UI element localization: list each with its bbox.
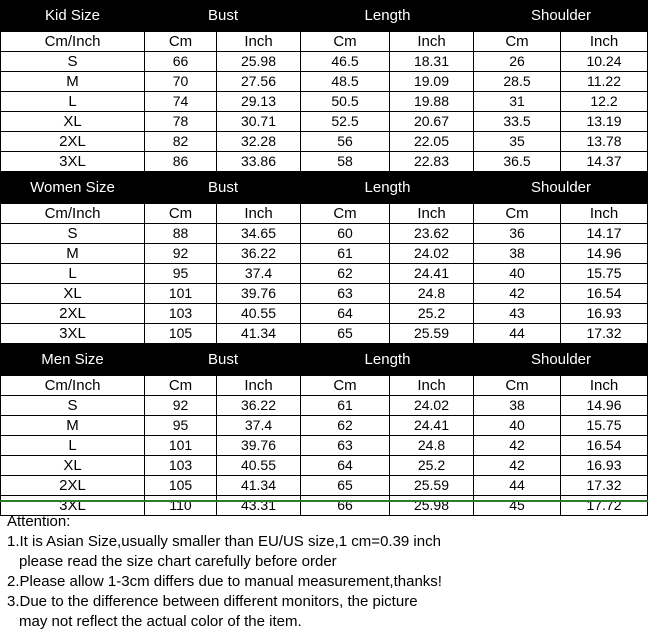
table-cell: 105 (145, 476, 217, 496)
measure-group-heading: Length (364, 351, 411, 368)
table-cell: 39.76 (217, 436, 301, 456)
table-cell: 17.32 (561, 324, 648, 344)
table-cell: 40 (474, 264, 561, 284)
table-cell: 48.5 (301, 72, 390, 92)
table-cell: 40.55 (217, 456, 301, 476)
table-cell: 18.31 (390, 52, 474, 72)
table-cell: 38 (474, 396, 561, 416)
table-row (0, 396, 648, 416)
measure-group-heading: Shoulder (530, 351, 592, 368)
table-cell: 16.54 (561, 436, 648, 456)
unit-heading: Cm (301, 32, 390, 52)
units-label: Cm/Inch (0, 32, 145, 52)
unit-heading: Cm (145, 32, 217, 52)
table-cell: 36.5 (474, 152, 561, 172)
table-cell: 16.54 (561, 284, 648, 304)
table-cell: 11.22 (561, 72, 648, 92)
unit-heading: Inch (217, 32, 301, 52)
size-label: 3XL (0, 152, 145, 172)
measure-group-heading: Shoulder (530, 179, 592, 196)
table-cell: 12.2 (561, 92, 648, 112)
table-row (0, 456, 648, 476)
table-cell: 103 (145, 304, 217, 324)
table-cell: 40 (474, 416, 561, 436)
measure-group-heading: Length (364, 7, 411, 24)
note-line: may not reflect the actual color of the item. (19, 613, 302, 630)
table-cell: 101 (145, 284, 217, 304)
table-cell: 14.96 (561, 396, 648, 416)
table-cell: 25.2 (390, 304, 474, 324)
size-label: S (0, 52, 145, 72)
table-cell: 88 (145, 224, 217, 244)
size-label: S (0, 224, 145, 244)
table-cell: 43.31 (217, 496, 301, 516)
table-cell: 16.93 (561, 456, 648, 476)
unit-heading: Cm (474, 32, 561, 52)
unit-heading: Inch (217, 376, 301, 396)
table-cell: 17.32 (561, 476, 648, 496)
table-row (0, 132, 648, 152)
table-cell: 22.83 (390, 152, 474, 172)
table-cell: 28.5 (474, 72, 561, 92)
unit-heading: Inch (561, 204, 648, 224)
table-cell: 22.05 (390, 132, 474, 152)
section-header-row (0, 0, 648, 32)
table-row (0, 244, 648, 264)
note-line: 3.Due to the difference between different monitors, the picture (7, 593, 418, 610)
section-title: Kid Size (44, 7, 101, 24)
unit-heading: Inch (217, 204, 301, 224)
table-row (0, 324, 648, 344)
size-label: S (0, 396, 145, 416)
table-cell: 13.19 (561, 112, 648, 132)
table-cell: 92 (145, 244, 217, 264)
table-cell: 92 (145, 396, 217, 416)
table-cell: 74 (145, 92, 217, 112)
table-cell: 25.59 (390, 324, 474, 344)
table-cell: 15.75 (561, 416, 648, 436)
note-line: 1.It is Asian Size,usually smaller than EU/US size,1 cm=0.39 inch (7, 533, 441, 550)
attention-heading: Attention: (7, 513, 71, 530)
units-row (0, 204, 648, 224)
table-cell: 78 (145, 112, 217, 132)
table-row (0, 92, 648, 112)
table-cell: 65 (301, 324, 390, 344)
table-cell: 40.55 (217, 304, 301, 324)
table-cell: 35 (474, 132, 561, 152)
table-cell: 63 (301, 284, 390, 304)
table-cell: 36.22 (217, 396, 301, 416)
section-header-row (0, 172, 648, 204)
table-cell: 44 (474, 324, 561, 344)
table-cell: 33.5 (474, 112, 561, 132)
table-cell: 25.59 (390, 476, 474, 496)
table-cell: 14.17 (561, 224, 648, 244)
table-cell: 19.09 (390, 72, 474, 92)
table-cell: 13.78 (561, 132, 648, 152)
table-cell: 66 (301, 496, 390, 516)
size-label: XL (0, 112, 145, 132)
table-cell: 27.56 (217, 72, 301, 92)
size-label: 3XL (0, 324, 145, 344)
table-cell: 36.22 (217, 244, 301, 264)
table-cell: 26 (474, 52, 561, 72)
measure-group-heading: Bust (207, 7, 238, 24)
table-row (0, 476, 648, 496)
table-cell: 37.4 (217, 416, 301, 436)
table-cell: 101 (145, 436, 217, 456)
table-cell: 29.13 (217, 92, 301, 112)
table-cell: 17.72 (561, 496, 648, 516)
unit-heading: Inch (390, 32, 474, 52)
table-cell: 24.41 (390, 264, 474, 284)
table-cell: 52.5 (301, 112, 390, 132)
table-cell: 24.02 (390, 396, 474, 416)
table-cell: 41.34 (217, 476, 301, 496)
unit-heading: Cm (145, 204, 217, 224)
table-cell: 24.8 (390, 436, 474, 456)
table-cell: 36 (474, 224, 561, 244)
table-cell: 105 (145, 324, 217, 344)
table-cell: 46.5 (301, 52, 390, 72)
units-row (0, 32, 648, 52)
unit-heading: Inch (561, 376, 648, 396)
unit-heading: Inch (390, 376, 474, 396)
table-cell: 50.5 (301, 92, 390, 112)
table-cell: 110 (145, 496, 217, 516)
table-cell: 15.75 (561, 264, 648, 284)
table-row (0, 72, 648, 92)
table-cell: 37.4 (217, 264, 301, 284)
note-line: please read the size chart carefully before order (19, 553, 337, 570)
table-cell: 25.98 (390, 496, 474, 516)
size-label: 2XL (0, 476, 145, 496)
table-cell: 16.93 (561, 304, 648, 324)
size-section (0, 172, 648, 344)
table-cell: 56 (301, 132, 390, 152)
table-cell: 14.96 (561, 244, 648, 264)
measure-group-heading: Bust (207, 351, 238, 368)
measure-group-heading: Length (364, 179, 411, 196)
table-cell: 103 (145, 456, 217, 476)
table-cell: 14.37 (561, 152, 648, 172)
size-section (0, 0, 648, 172)
table-row (0, 152, 648, 172)
table-cell: 23.62 (390, 224, 474, 244)
table-row (0, 284, 648, 304)
table-row (0, 52, 648, 72)
table-cell: 44 (474, 476, 561, 496)
table-cell: 86 (145, 152, 217, 172)
size-label: M (0, 244, 145, 264)
units-label: Cm/Inch (0, 376, 145, 396)
table-cell: 20.67 (390, 112, 474, 132)
size-section (0, 344, 648, 516)
table-cell: 61 (301, 396, 390, 416)
size-label: L (0, 264, 145, 284)
table-cell: 62 (301, 416, 390, 436)
table-cell: 70 (145, 72, 217, 92)
unit-heading: Cm (145, 376, 217, 396)
table-cell: 25.98 (217, 52, 301, 72)
table-cell: 10.24 (561, 52, 648, 72)
note-line: 2.Please allow 1-3cm differs due to manual measurement,thanks! (7, 573, 442, 590)
table-cell: 33.86 (217, 152, 301, 172)
table-cell: 32.28 (217, 132, 301, 152)
size-label: XL (0, 284, 145, 304)
table-cell: 38 (474, 244, 561, 264)
units-label: Cm/Inch (0, 204, 145, 224)
table-cell: 64 (301, 304, 390, 324)
attention-notes (0, 500, 648, 642)
table-cell: 82 (145, 132, 217, 152)
table-cell: 24.02 (390, 244, 474, 264)
table-cell: 65 (301, 476, 390, 496)
table-row (0, 264, 648, 284)
unit-heading: Cm (301, 376, 390, 396)
table-cell: 45 (474, 496, 561, 516)
table-cell: 62 (301, 264, 390, 284)
table-cell: 24.41 (390, 416, 474, 436)
unit-heading: Inch (390, 204, 474, 224)
table-cell: 42 (474, 456, 561, 476)
table-cell: 43 (474, 304, 561, 324)
size-label: 3XL (0, 496, 145, 516)
table-cell: 66 (145, 52, 217, 72)
size-label: 2XL (0, 132, 145, 152)
table-cell: 64 (301, 456, 390, 476)
table-row (0, 436, 648, 456)
measure-group-heading: Shoulder (530, 7, 592, 24)
section-title: Women Size (30, 179, 115, 196)
section-header-row (0, 344, 648, 376)
size-label: L (0, 436, 145, 456)
table-cell: 61 (301, 244, 390, 264)
unit-heading: Cm (474, 204, 561, 224)
table-cell: 25.2 (390, 456, 474, 476)
table-cell: 30.71 (217, 112, 301, 132)
table-cell: 60 (301, 224, 390, 244)
size-label: XL (0, 456, 145, 476)
table-cell: 24.8 (390, 284, 474, 304)
table-cell: 34.65 (217, 224, 301, 244)
table-cell: 41.34 (217, 324, 301, 344)
table-cell: 42 (474, 284, 561, 304)
size-label: M (0, 416, 145, 436)
size-label: 2XL (0, 304, 145, 324)
table-cell: 31 (474, 92, 561, 112)
table-cell: 58 (301, 152, 390, 172)
section-title: Men Size (41, 351, 104, 368)
table-cell: 19.88 (390, 92, 474, 112)
unit-heading: Cm (301, 204, 390, 224)
table-row (0, 224, 648, 244)
unit-heading: Inch (561, 32, 648, 52)
measure-group-heading: Bust (207, 179, 238, 196)
table-cell: 39.76 (217, 284, 301, 304)
table-cell: 42 (474, 436, 561, 456)
units-row (0, 376, 648, 396)
table-row (0, 416, 648, 436)
table-row (0, 112, 648, 132)
table-cell: 63 (301, 436, 390, 456)
table-cell: 95 (145, 264, 217, 284)
size-label: L (0, 92, 145, 112)
unit-heading: Cm (474, 376, 561, 396)
size-label: M (0, 72, 145, 92)
table-cell: 95 (145, 416, 217, 436)
table-row (0, 304, 648, 324)
